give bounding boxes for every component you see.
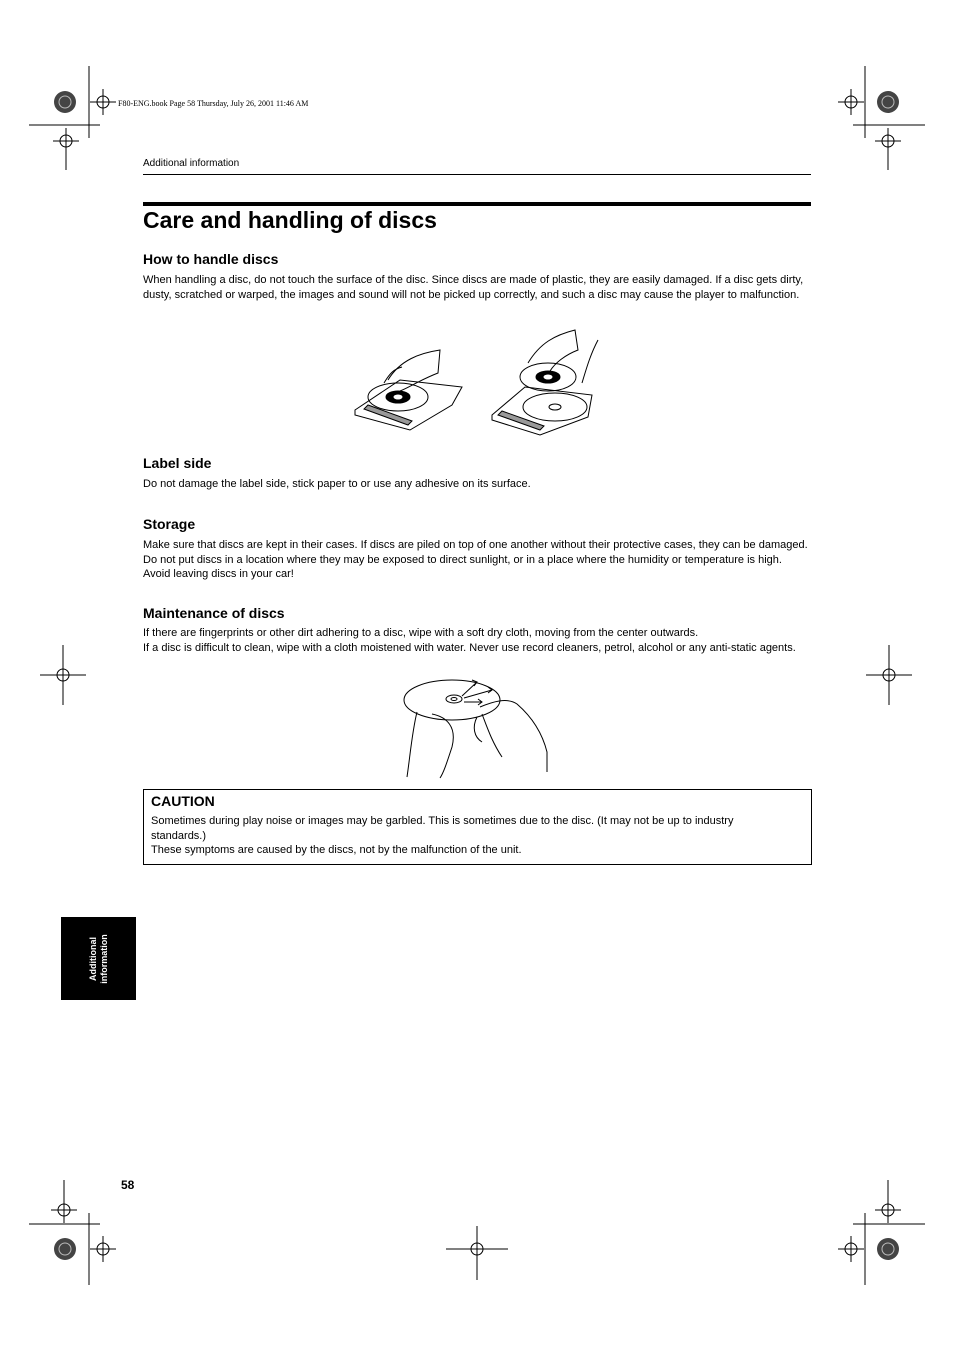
paragraph: Do not damage the label side, stick paper to or use any adhesive on its surface. — [143, 478, 531, 490]
page-title: Care and handling of discs — [143, 207, 437, 233]
caution-title: CAUTION — [151, 793, 215, 809]
paragraph: If a disc is difficult to clean, wipe with a cloth moistened with water. Never use record cleaners, petrol, alcohol or any anti-static agents. — [143, 641, 796, 654]
page-number: 58 — [121, 1178, 135, 1192]
paragraph: When handling a disc, do not touch the surface of the disc. Since discs are made of plastic, they are easily damaged. If a disc gets dirty, dusty, scratched or warped, the images and sound will not be picked up correctly, and such a disc may cause the player to malfunction. — [143, 274, 804, 301]
caution-box — [143, 789, 812, 865]
section-body-maintenance — [143, 626, 811, 655]
section-side-tab — [61, 917, 136, 1000]
side-tab-label — [88, 924, 110, 994]
title-rule — [143, 202, 811, 206]
section-body-storage — [143, 538, 811, 582]
paragraph: Make sure that discs are kept in their cases. If discs are piled on top of one another without their protective cases, they can be damaged. Do not put discs in a location where they may be exposed to direct sunlight, or in a place where the humidity or temperature is high. Avoid leaving discs in your car! — [143, 539, 808, 580]
side-tab-line: Additional — [87, 936, 98, 981]
section-heading-storage: Storage — [143, 516, 196, 532]
section-body-how-to-handle — [143, 273, 811, 302]
section-heading-how-to-handle: How to handle discs — [143, 251, 279, 267]
disc-handling-illustration — [350, 325, 610, 435]
print-info: F80-ENG.book Page 58 Thursday, July 26, 2001 11:46 AM — [118, 99, 309, 108]
caution-line: These symptoms are caused by the discs, not by the malfunction of the unit. — [151, 844, 522, 856]
section-heading-label-side: Label side — [143, 455, 212, 471]
running-head: Additional information — [143, 158, 240, 169]
section-heading-maintenance: Maintenance of discs — [143, 605, 285, 621]
caution-line: Sometimes during play noise or images may be garbled. This is sometimes due to the disc. (It may not be up to industry standards.) — [151, 815, 734, 842]
section-body-label-side — [143, 477, 811, 492]
header-rule — [143, 174, 811, 175]
side-tab-line: information — [98, 933, 109, 984]
caution-body — [151, 814, 791, 858]
disc-cleaning-illustration — [402, 672, 552, 782]
paragraph: If there are fingerprints or other dirt adhering to a disc, wipe with a soft dry cloth, moving from the center outwards. — [143, 627, 699, 639]
